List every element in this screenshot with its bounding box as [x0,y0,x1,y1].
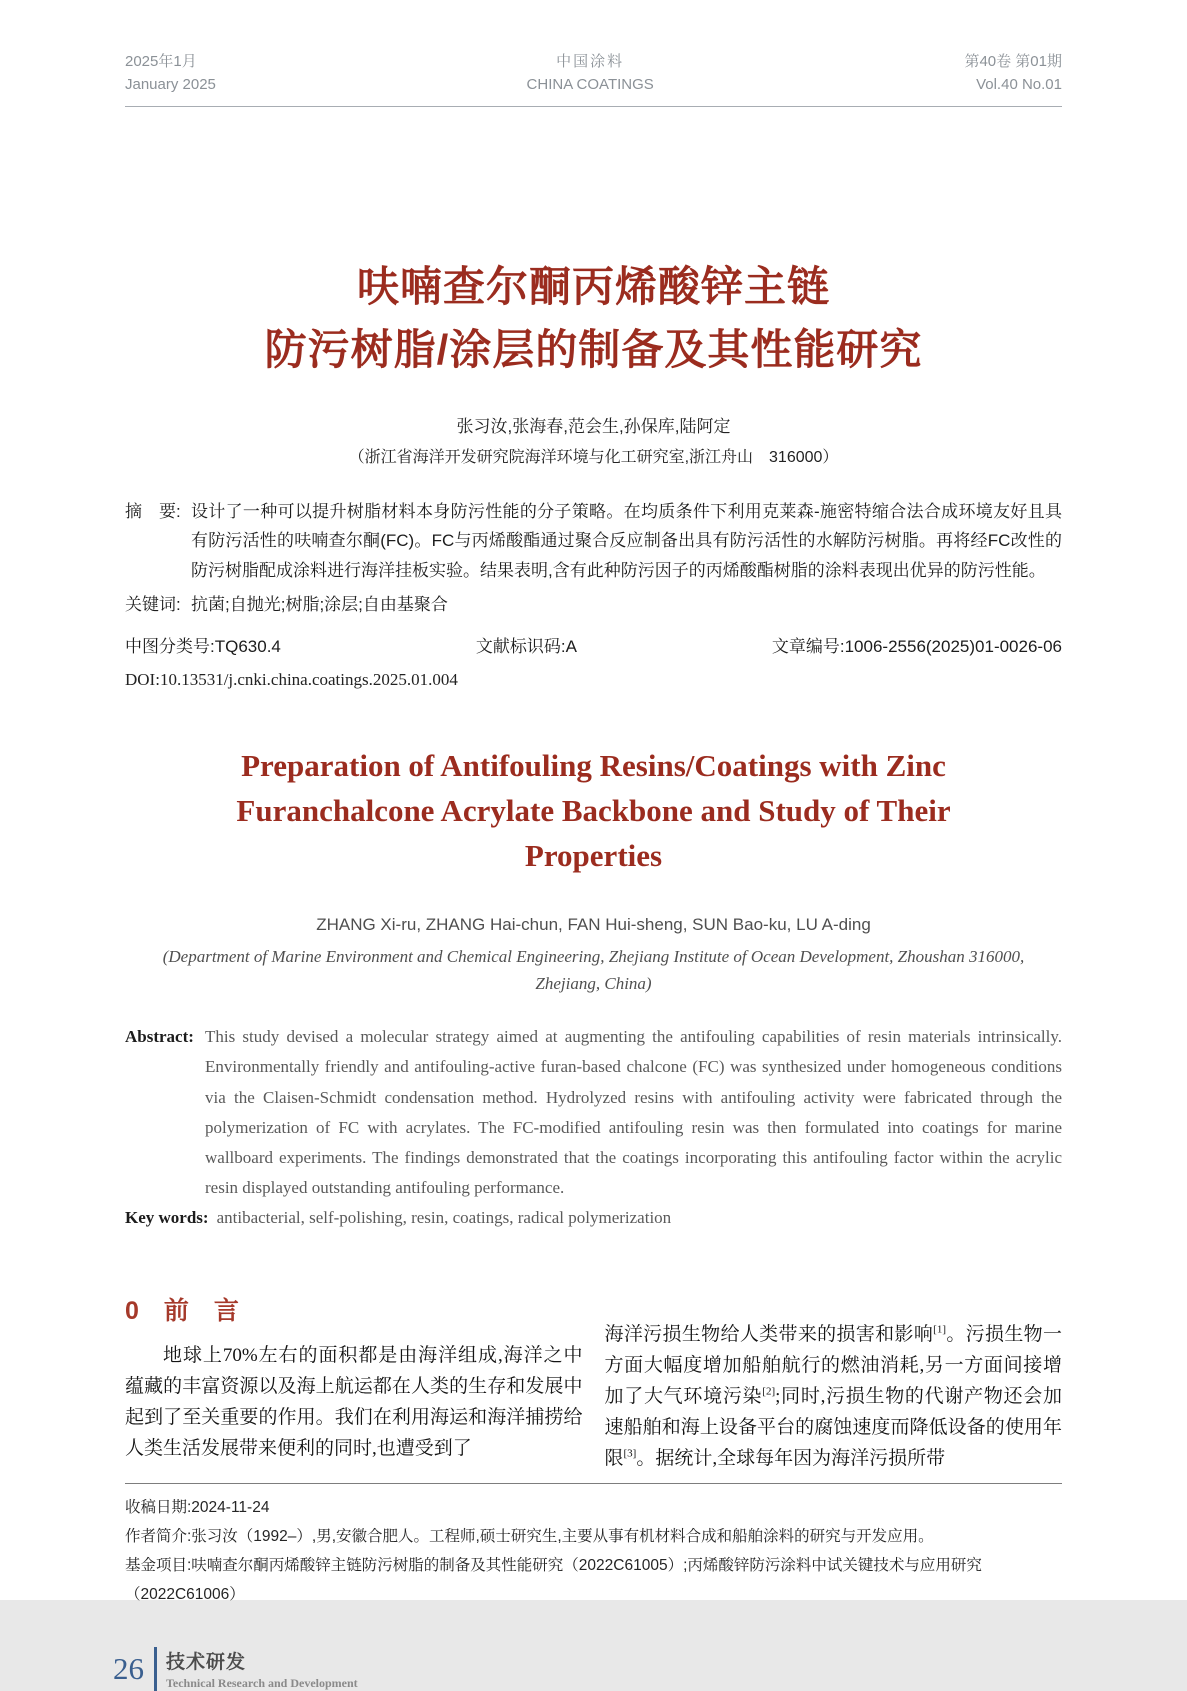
article-title-en-line3: Properties [524,837,663,873]
page-footer [113,1647,1062,1691]
article-title-cn-line1: 呋喃查尔酮丙烯酸锌主链 [356,262,830,310]
doi: DOI:10.13531/j.cnki.china.coatings.2025.01.004 [125,669,458,689]
affiliation-en-line1: (Department of Marine Environment and Chemical Engineering, Zhejiang Institute of Ocean Development, Zhoushan 316000, [162,946,1025,966]
keywords-en-text: antibacterial, self-polishing, resin, coatings, radical polymerization [216,1207,672,1227]
abstract-cn-label: 摘 要: [125,502,181,522]
footnote-funding-line1: 基金项目:呋喃查尔酮丙烯酸锌主链防污树脂的制备及其性能研究（2022C61005）;丙烯酸锌防污涂料中试关键技术与应用研究 [125,1556,982,1574]
column-name [157,1647,358,1691]
header-issue-cn: 第40卷 第01期 [964,53,1062,70]
abstract-en-label: Abstract: [125,1027,194,1047]
header-issue [964,50,1062,97]
journal-name-en: CHINA COATINGS [526,76,654,94]
article-title-en [125,744,1062,879]
affiliation-cn: （浙江省海洋开发研究院海洋环境与化工研究室,浙江舟山 316000） [348,449,839,467]
authors-cn: 张习汝,张海春,范会生,孙保库,陆阿定 [456,417,731,437]
abstract-en-text: This study devised a molecular strategy aimed at augmenting the antifouling capabilities of resin materials intrinsically. Environmentally friendly and antifouling-active furan-based chalcone (FC) was synthesized under homogeneous conditions via the Claisen-Schmidt condensation method. Hydrolyzed resins with antifouling activity were fabricated through the polymerization of FC with acrylates. The FC-modified antifouling resin was then formulated into coatings for marine wallboard experiments. The findings demonstrated that the coatings incorporating this antifouling factor within the acrylic resin displayed outstanding antifouling performance. [205,1027,1062,1198]
keywords-cn [125,590,1062,615]
intro-left-column [125,1296,583,1474]
page-number: 26 [113,1650,144,1686]
journal-header [125,0,1062,107]
intro-paragraph-left: 地球上70%左右的面积都是由海洋组成,海洋之中蕴藏的丰富资源以及海上航运都在人类的生存和发展中起到了至关重要的作用。我们在利用海运和海洋捕捞给人类生活发展带来便利的同时,也遭受到了 [125,1344,583,1459]
article-title-en-line2: Furanchalcone Acrylate Backbone and Study of Their [236,792,951,828]
intro-right-column [605,1296,1063,1474]
classification-row [125,632,1062,657]
column-name-en: Technical Research and Development [166,1675,358,1690]
keywords-cn-text: 抗菌;自抛光;树脂;涂层;自由基聚合 [191,594,448,614]
header-journal-name [527,50,654,97]
keywords-cn-label: 关键词: [125,594,181,614]
article-title-en-line1: Preparation of Antifouling Resins/Coatings with Zinc [241,747,946,783]
abstract-en [125,1022,1062,1204]
abstract-cn [125,497,1062,585]
header-date-cn: 2025年1月 [125,53,197,70]
intro-paragraph-right: 海洋污损生物给人类带来的损害和影响[1]。污损生物一方面大幅度增加船舶航行的燃油消耗,另一方面间接增加了大气环境污染[2];同时,污损生物的代谢产物还会加速船舶和海上设备平台的腐蚀速度而降低设备的使用年限[3]。据统计,全球每年因为海洋污损所带 [604,1323,1062,1469]
keywords-en-label: Key words: [125,1207,209,1227]
footnote-funding-line2: （2022C61006） [125,1585,245,1603]
header-date [125,50,216,97]
footnote-block [125,1483,1062,1609]
article-title-cn [125,255,1062,383]
footnote-author-bio: 作者简介:张习汝（1992–）,男,安徽合肥人。工程师,硕士研究生,主要从事有机材料合成和船舶涂料的研究与开发应用。 [125,1527,934,1545]
column-name-cn: 技术研发 [166,1651,247,1673]
header-date-en: January 2025 [125,76,216,94]
clc-number: 中图分类号:TQ630.4 [125,636,281,656]
body-columns [125,1296,1062,1474]
article-title-cn-line2: 防污树脂/涂层的制备及其性能研究 [264,326,923,374]
affiliation-en-line2: Zhejiang, China) [535,973,652,993]
document-code: 文献标识码:A [475,636,577,656]
keywords-en [125,1208,1062,1228]
section-0-heading: 0 前 言 [125,1296,239,1325]
abstract-cn-text: 设计了一种可以提升树脂材料本身防污性能的分子策略。在均质条件下利用克莱森-施密特缩合法合成环境友好且具有防污活性的呋喃查尔酮(FC)。FC与丙烯酸酯通过聚合反应制备出具有防污活性的水解防污树脂。再将经FC改性的防污树脂配成涂料进行海洋挂板实验。结果表明,含有此种防污因子的丙烯酸酯树脂的涂料表现出优异的防污性能。 [191,502,1062,580]
journal-name-cn: 中国涂料 [556,53,625,70]
footnote-received-date: 收稿日期:2024-11-24 [125,1498,270,1516]
article-id: 文章编号:1006-2556(2025)01-0026-06 [771,636,1062,656]
header-issue-en: Vol.40 No.01 [976,76,1062,94]
authors-en: ZHANG Xi-ru, ZHANG Hai-chun, FAN Hui-sheng, SUN Bao-ku, LU A-ding [316,914,871,934]
affiliation-en [125,943,1062,997]
